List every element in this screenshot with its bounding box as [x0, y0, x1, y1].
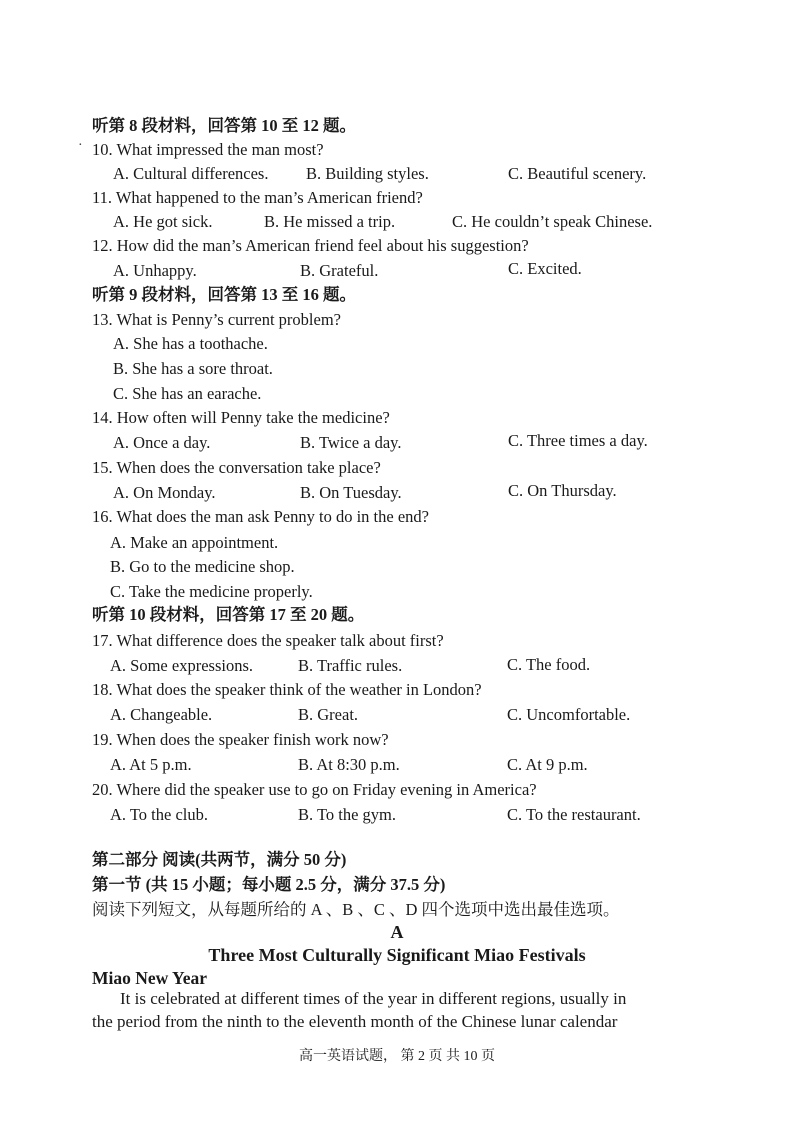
- option-18-b: B. Great.: [298, 705, 359, 724]
- section-heading-8: 听第 8 段材料，回答第 10 至 12 题。: [92, 116, 356, 135]
- passage-line-2: the period from the ninth to the eleventh month of the Chinese lunar calendar: [92, 1012, 618, 1031]
- passage-subheading: Miao New Year: [92, 968, 208, 988]
- question-17: 17. What difference does the speaker talk about first?: [92, 631, 444, 650]
- option-19-c: C. At 9 p.m.: [507, 755, 588, 774]
- option-17-a: A. Some expressions.: [110, 656, 253, 675]
- section-heading-9: 听第 9 段材料，回答第 13 至 16 题。: [92, 285, 356, 304]
- option-18-c: C. Uncomfortable.: [507, 705, 631, 724]
- option-16-b: B. Go to the medicine shop.: [110, 557, 295, 576]
- option-20-a: A. To the club.: [110, 805, 208, 824]
- stray-mark: ·: [78, 138, 83, 153]
- option-16-a: A. Make an appointment.: [110, 533, 279, 552]
- page-footer: 高一英语试题， 第 2 页 共 10 页: [299, 1049, 495, 1064]
- option-14-c: C. Three times a day.: [508, 431, 648, 450]
- option-10-a: A. Cultural differences.: [113, 164, 269, 183]
- reading-instruction: 阅读下列短文，从每题所给的 A 、B 、C 、D 四个选项中选出最佳选项。: [92, 900, 620, 919]
- option-17-b: B. Traffic rules.: [298, 656, 403, 675]
- option-11-b: B. He missed a trip.: [264, 212, 396, 231]
- option-13-a: A. She has a toothache.: [113, 334, 268, 353]
- question-14: 14. How often will Penny take the medicine?: [92, 408, 390, 427]
- option-12-b: B. Grateful.: [300, 261, 379, 280]
- option-16-c: C. Take the medicine properly.: [110, 582, 313, 601]
- question-10: 10. What impressed the man most?: [92, 140, 324, 159]
- option-12-a: A. Unhappy.: [113, 261, 197, 280]
- option-15-a: A. On Monday.: [113, 483, 216, 502]
- option-19-a: A. At 5 p.m.: [110, 755, 192, 774]
- passage-letter: A: [390, 922, 404, 942]
- question-20: 20. Where did the speaker use to go on Friday evening in America?: [92, 780, 537, 799]
- option-10-c: C. Beautiful scenery.: [508, 164, 647, 183]
- question-15: 15. When does the conversation take place?: [92, 458, 381, 477]
- option-14-b: B. Twice a day.: [300, 433, 402, 452]
- option-12-c: C. Excited.: [508, 259, 582, 278]
- section-one-title: 第一节 (共 15 小题；每小题 2.5 分，满分 37.5 分): [92, 875, 446, 894]
- passage-line-1: It is celebrated at different times of the year in different regions, usually in: [120, 989, 627, 1008]
- option-15-c: C. On Thursday.: [508, 481, 617, 500]
- question-16: 16. What does the man ask Penny to do in the end?: [92, 507, 429, 526]
- option-15-b: B. On Tuesday.: [300, 483, 402, 502]
- question-18: 18. What does the speaker think of the weather in London?: [92, 680, 482, 699]
- option-18-a: A. Changeable.: [110, 705, 213, 724]
- section-heading-10: 听第 10 段材料，回答第 17 至 20 题。: [92, 605, 365, 624]
- option-10-b: B. Building styles.: [306, 164, 429, 183]
- question-12: 12. How did the man’s American friend feel about his suggestion?: [92, 236, 529, 255]
- question-19: 19. When does the speaker finish work now?: [92, 730, 389, 749]
- passage-title: Three Most Culturally Significant Miao Festivals: [208, 945, 586, 965]
- part-two-title: 第二部分 阅读(共两节，满分 50 分): [92, 850, 347, 869]
- question-11: 11. What happened to the man’s American friend?: [92, 188, 423, 207]
- option-11-a: A. He got sick.: [113, 212, 213, 231]
- option-20-c: C. To the restaurant.: [507, 805, 641, 824]
- option-17-c: C. The food.: [507, 655, 591, 674]
- option-14-a: A. Once a day.: [113, 433, 211, 452]
- question-13: 13. What is Penny’s current problem?: [92, 310, 341, 329]
- option-13-b: B. She has a sore throat.: [113, 359, 273, 378]
- option-19-b: B. At 8:30 p.m.: [298, 755, 400, 774]
- option-20-b: B. To the gym.: [298, 805, 397, 824]
- option-13-c: C. She has an earache.: [113, 384, 262, 403]
- option-11-c: C. He couldn’t speak Chinese.: [452, 212, 653, 231]
